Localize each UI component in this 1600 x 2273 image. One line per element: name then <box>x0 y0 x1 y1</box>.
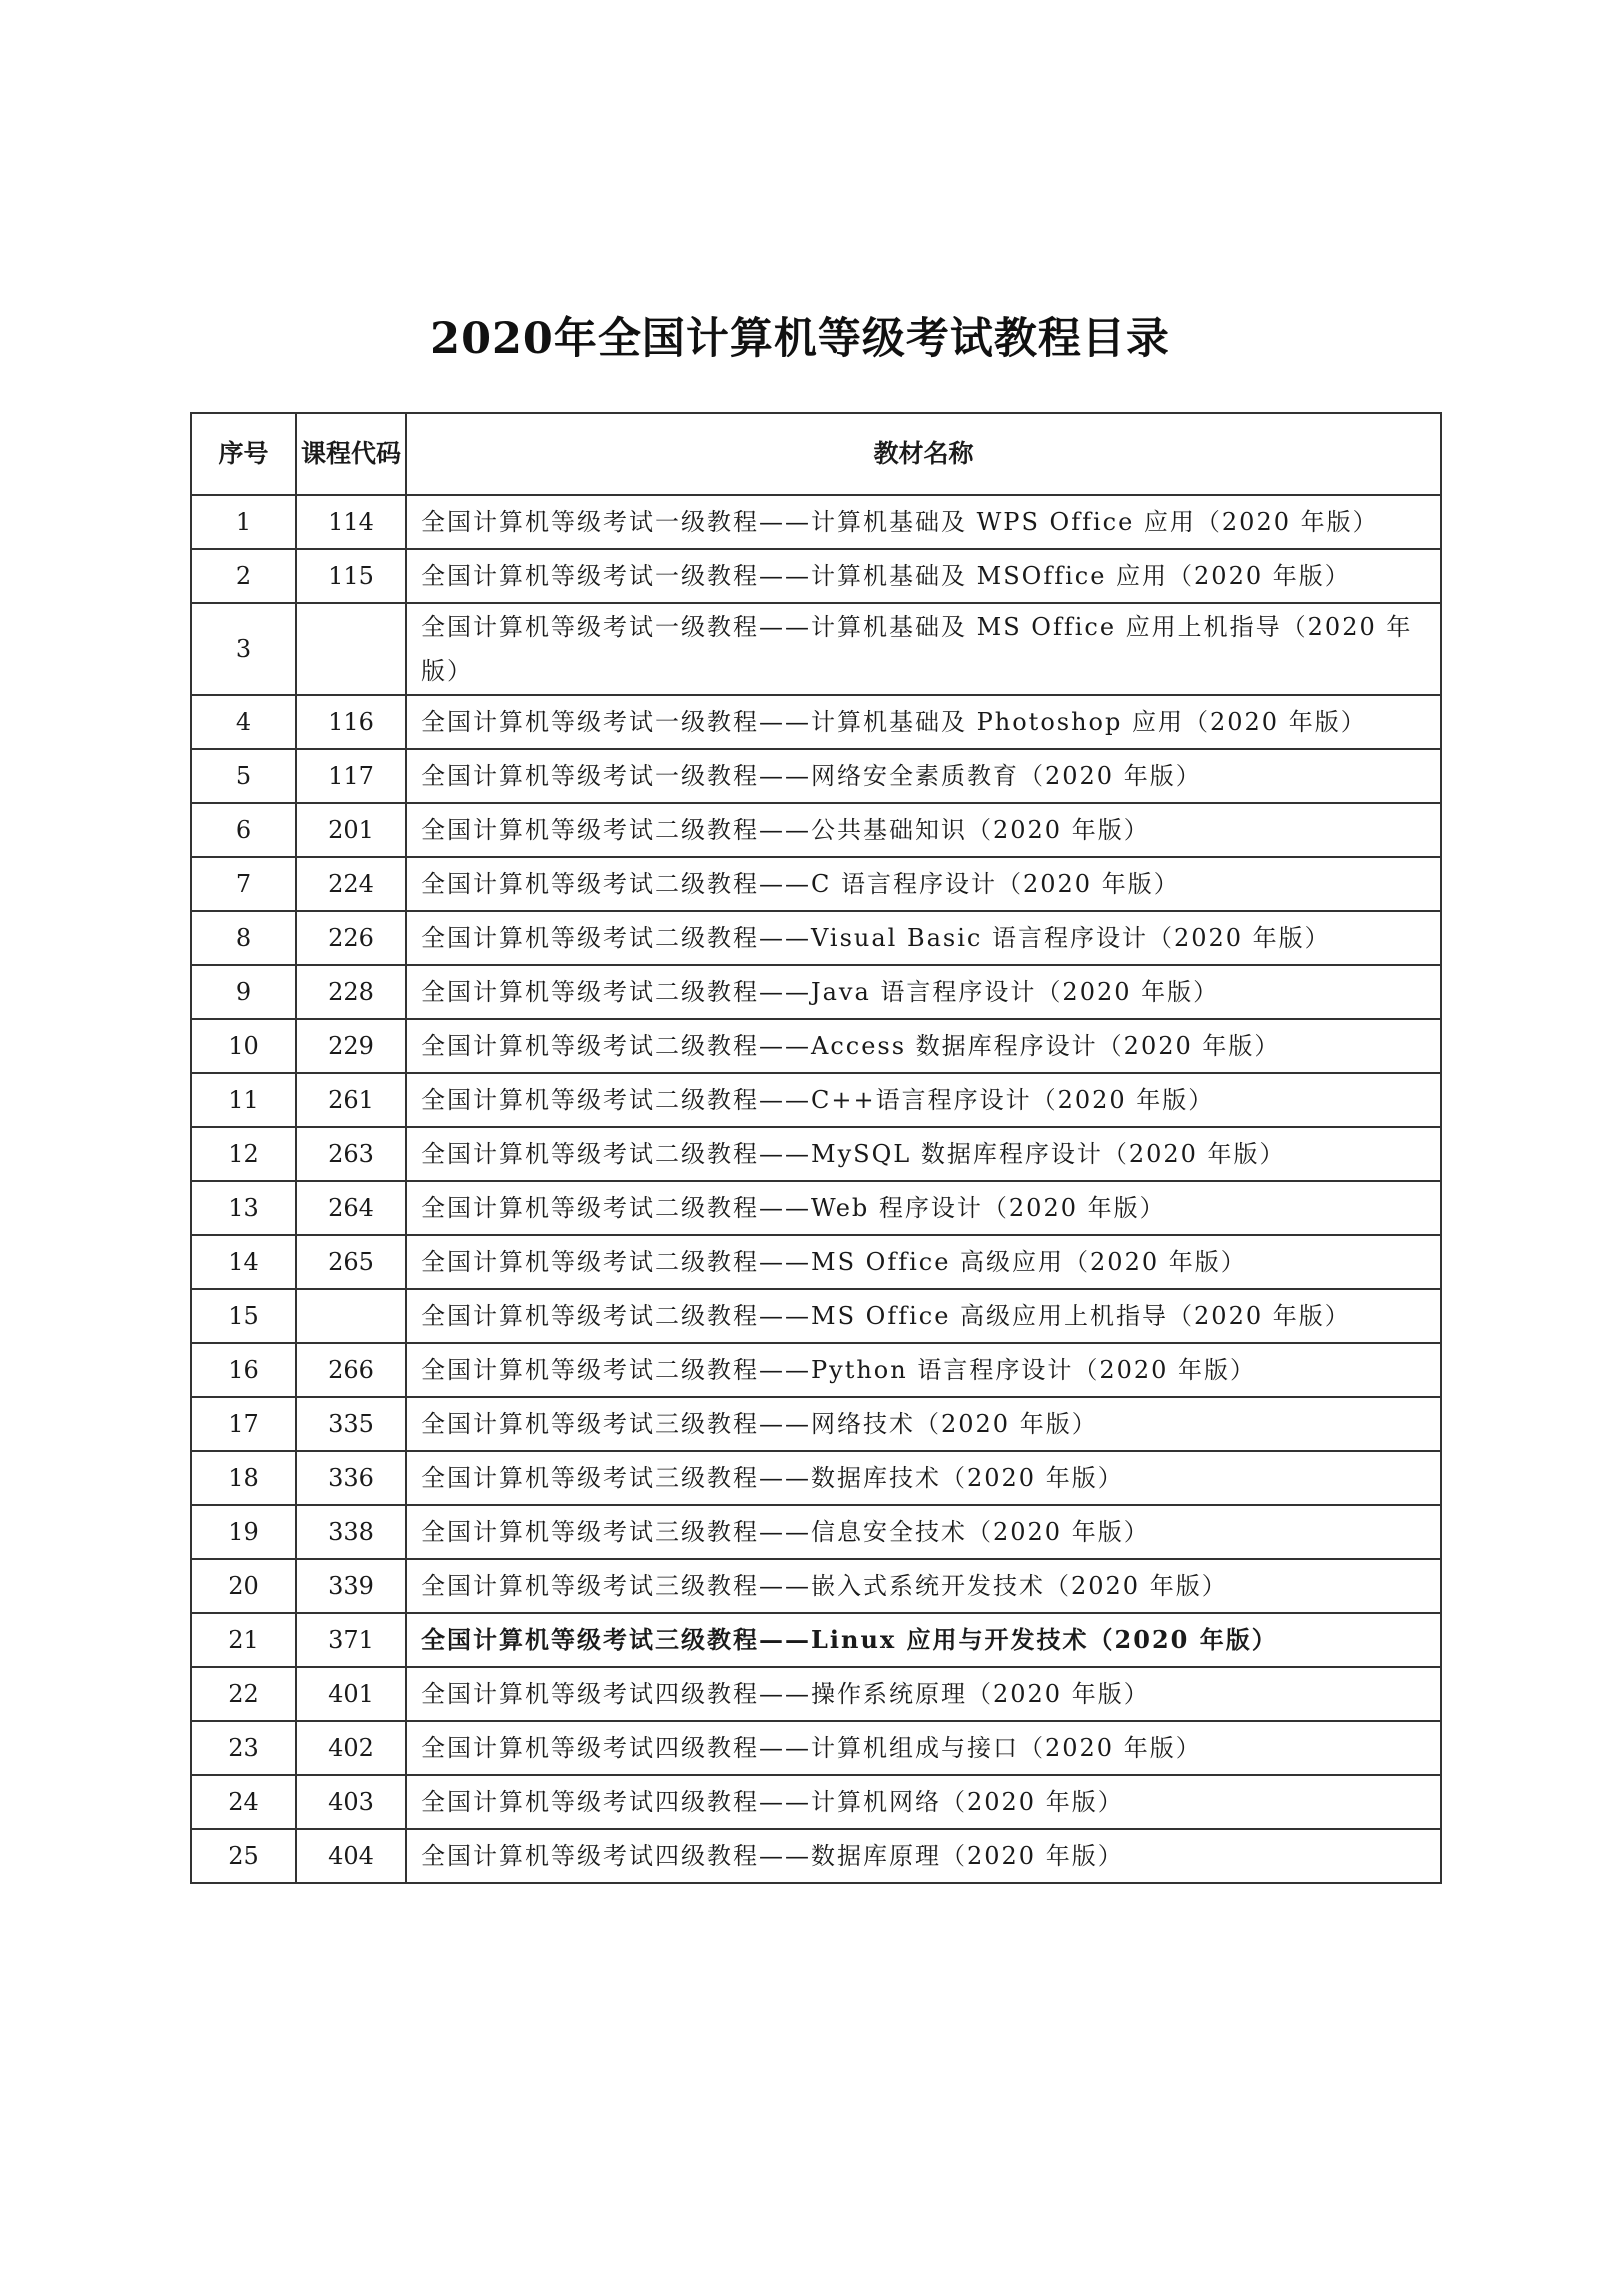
row-index: 2 <box>191 549 296 603</box>
row-index: 11 <box>191 1073 296 1127</box>
row-textbook-name: 全国计算机等级考试一级教程——网络安全素质教育（2020 年版） <box>406 749 1441 803</box>
table-row <box>191 1505 1441 1559</box>
header-textbook-name: 教材名称 <box>406 413 1441 495</box>
row-index: 1 <box>191 495 296 549</box>
row-textbook-name: 全国计算机等级考试二级教程——MS Office 高级应用上机指导（2020 年版） <box>406 1289 1441 1343</box>
table-row <box>191 965 1441 1019</box>
row-textbook-name: 全国计算机等级考试二级教程——Java 语言程序设计（2020 年版） <box>406 965 1441 1019</box>
table-row <box>191 1073 1441 1127</box>
table-row <box>191 1397 1441 1451</box>
row-textbook-name: 全国计算机等级考试二级教程——C 语言程序设计（2020 年版） <box>406 857 1441 911</box>
table-row <box>191 1343 1441 1397</box>
row-textbook-name: 全国计算机等级考试二级教程——Web 程序设计（2020 年版） <box>406 1181 1441 1235</box>
row-index: 18 <box>191 1451 296 1505</box>
table-row <box>191 549 1441 603</box>
row-textbook-name: 全国计算机等级考试四级教程——计算机网络（2020 年版） <box>406 1775 1441 1829</box>
table-row <box>191 749 1441 803</box>
row-course-code: 115 <box>296 549 406 603</box>
row-course-code: 265 <box>296 1235 406 1289</box>
row-course-code <box>296 1289 406 1343</box>
table-row <box>191 1235 1441 1289</box>
row-course-code: 403 <box>296 1775 406 1829</box>
row-textbook-name: 全国计算机等级考试一级教程——计算机基础及 WPS Office 应用（2020 年版） <box>406 495 1441 549</box>
row-course-code: 263 <box>296 1127 406 1181</box>
row-course-code <box>296 603 406 695</box>
row-textbook-name: 全国计算机等级考试四级教程——计算机组成与接口（2020 年版） <box>406 1721 1441 1775</box>
row-course-code: 228 <box>296 965 406 1019</box>
row-textbook-name: 全国计算机等级考试二级教程——公共基础知识（2020 年版） <box>406 803 1441 857</box>
table-row <box>191 1721 1441 1775</box>
row-textbook-name: 全国计算机等级考试二级教程——Visual Basic 语言程序设计（2020 年版） <box>406 911 1441 965</box>
page-title: 2020年全国计算机等级考试教程目录 <box>430 314 1170 364</box>
row-index: 12 <box>191 1127 296 1181</box>
row-index: 21 <box>191 1613 296 1667</box>
table-row <box>191 1289 1441 1343</box>
row-course-code: 371 <box>296 1613 406 1667</box>
row-textbook-name: 全国计算机等级考试三级教程——网络技术（2020 年版） <box>406 1397 1441 1451</box>
table-row <box>191 1559 1441 1613</box>
table-header-row <box>191 413 1441 495</box>
table-row <box>191 495 1441 549</box>
row-index: 15 <box>191 1289 296 1343</box>
table-row <box>191 603 1441 695</box>
row-index: 6 <box>191 803 296 857</box>
table-row <box>191 1829 1441 1883</box>
row-index: 20 <box>191 1559 296 1613</box>
table-row <box>191 695 1441 749</box>
row-index: 10 <box>191 1019 296 1073</box>
table-row <box>191 1613 1441 1667</box>
header-course-code: 课程代码 <box>296 413 406 495</box>
row-index: 13 <box>191 1181 296 1235</box>
row-textbook-name: 全国计算机等级考试二级教程——C++语言程序设计（2020 年版） <box>406 1073 1441 1127</box>
row-course-code: 335 <box>296 1397 406 1451</box>
row-index: 19 <box>191 1505 296 1559</box>
row-textbook-name: 全国计算机等级考试二级教程——Access 数据库程序设计（2020 年版） <box>406 1019 1441 1073</box>
row-course-code: 226 <box>296 911 406 965</box>
row-course-code: 229 <box>296 1019 406 1073</box>
row-index: 7 <box>191 857 296 911</box>
row-textbook-name: 全国计算机等级考试二级教程——MySQL 数据库程序设计（2020 年版） <box>406 1127 1441 1181</box>
table-row <box>191 1181 1441 1235</box>
row-textbook-name: 全国计算机等级考试四级教程——数据库原理（2020 年版） <box>406 1829 1441 1883</box>
row-course-code: 201 <box>296 803 406 857</box>
row-textbook-name: 全国计算机等级考试一级教程——计算机基础及 MSOffice 应用（2020 年版） <box>406 549 1441 603</box>
row-index: 17 <box>191 1397 296 1451</box>
row-course-code: 264 <box>296 1181 406 1235</box>
row-index: 25 <box>191 1829 296 1883</box>
row-course-code: 402 <box>296 1721 406 1775</box>
table-row <box>191 803 1441 857</box>
row-course-code: 401 <box>296 1667 406 1721</box>
row-textbook-name: 全国计算机等级考试二级教程——MS Office 高级应用（2020 年版） <box>406 1235 1441 1289</box>
row-index: 5 <box>191 749 296 803</box>
row-course-code: 116 <box>296 695 406 749</box>
header-index: 序号 <box>191 413 296 495</box>
row-course-code: 114 <box>296 495 406 549</box>
row-course-code: 336 <box>296 1451 406 1505</box>
row-index: 14 <box>191 1235 296 1289</box>
row-index: 9 <box>191 965 296 1019</box>
row-course-code: 117 <box>296 749 406 803</box>
table-row <box>191 1451 1441 1505</box>
row-textbook-name: 全国计算机等级考试四级教程——操作系统原理（2020 年版） <box>406 1667 1441 1721</box>
row-index: 24 <box>191 1775 296 1829</box>
row-course-code: 339 <box>296 1559 406 1613</box>
row-textbook-name: 全国计算机等级考试三级教程——数据库技术（2020 年版） <box>406 1451 1441 1505</box>
textbook-catalog-table <box>190 412 1442 1884</box>
table-row <box>191 911 1441 965</box>
table-row <box>191 1775 1441 1829</box>
row-course-code: 261 <box>296 1073 406 1127</box>
row-index: 16 <box>191 1343 296 1397</box>
row-textbook-name: 全国计算机等级考试三级教程——Linux 应用与开发技术（2020 年版） <box>406 1613 1441 1667</box>
row-course-code: 266 <box>296 1343 406 1397</box>
row-course-code: 338 <box>296 1505 406 1559</box>
table-row <box>191 1127 1441 1181</box>
row-course-code: 404 <box>296 1829 406 1883</box>
row-textbook-name: 全国计算机等级考试一级教程——计算机基础及 Photoshop 应用（2020 年版） <box>406 695 1441 749</box>
row-index: 22 <box>191 1667 296 1721</box>
table-row <box>191 857 1441 911</box>
row-textbook-name: 全国计算机等级考试三级教程——信息安全技术（2020 年版） <box>406 1505 1441 1559</box>
row-textbook-name: 全国计算机等级考试一级教程——计算机基础及 MS Office 应用上机指导（2020 年版） <box>406 603 1441 695</box>
row-course-code: 224 <box>296 857 406 911</box>
row-index: 4 <box>191 695 296 749</box>
row-textbook-name: 全国计算机等级考试三级教程——嵌入式系统开发技术（2020 年版） <box>406 1559 1441 1613</box>
table-row <box>191 1667 1441 1721</box>
row-index: 23 <box>191 1721 296 1775</box>
row-index: 3 <box>191 603 296 695</box>
row-textbook-name: 全国计算机等级考试二级教程——Python 语言程序设计（2020 年版） <box>406 1343 1441 1397</box>
row-index: 8 <box>191 911 296 965</box>
table-row <box>191 1019 1441 1073</box>
